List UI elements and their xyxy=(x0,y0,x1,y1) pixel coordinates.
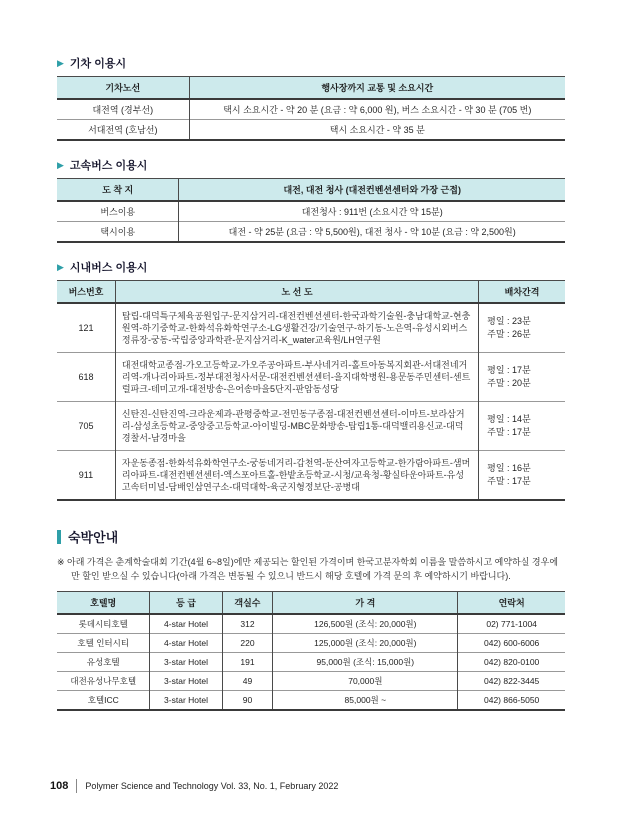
hotel-table xyxy=(57,591,565,711)
hotel-rooms-cell: 312 xyxy=(222,614,273,634)
city-bus-col-number-header: 버스번호 xyxy=(57,281,115,304)
interval-weekend: 주말 : 20분 xyxy=(487,378,531,388)
table-row xyxy=(57,402,565,451)
lodging-note: ※ 아래 가격은 춘계학술대회 기간(4월 6~8일)에만 제공되는 할인된 가격이며 한국고분자학회 이름을 말씀하시고 예약하실 경우에만 할인 받으실 수 있습니다(아래 가격은 변동될 수 있으니 반드시 해당 호텔에 가격 문의 후 예약하시기 바랍니다). xyxy=(57,557,559,581)
hotel-col-grade-header: 등 급 xyxy=(150,592,222,615)
table-row xyxy=(57,201,565,222)
hotel-phone-cell: 042) 822-3445 xyxy=(458,672,565,691)
hotel-rooms-cell: 90 xyxy=(222,691,273,711)
section-train-title: 기차 이용시 xyxy=(69,58,127,70)
section-city-bus xyxy=(57,259,565,501)
hotel-name-cell: 롯데시티호텔 xyxy=(57,614,150,634)
hotel-col-price-header: 가 격 xyxy=(273,592,458,615)
train-info-cell: 택시 소요시간 - 약 35 분 xyxy=(189,120,565,141)
section-lodging xyxy=(57,527,565,711)
table-row xyxy=(57,99,565,120)
interval-weekday: 평일 : 16분 xyxy=(487,463,531,473)
table-row xyxy=(57,672,565,691)
hotel-grade-cell: 3-star Hotel xyxy=(150,691,222,711)
hotel-rooms-cell: 49 xyxy=(222,672,273,691)
hotel-name-cell: 호텔ICC xyxy=(57,691,150,711)
hotel-phone-cell: 042) 600-6006 xyxy=(458,634,565,653)
hotel-col-rooms-header: 객실수 xyxy=(222,592,273,615)
hotel-col-name-header: 호텔명 xyxy=(57,592,150,615)
hotel-grade-cell: 3-star Hotel xyxy=(150,653,222,672)
hotel-grade-cell: 3-star Hotel xyxy=(150,672,222,691)
bus-interval-cell xyxy=(479,353,565,402)
hotel-rooms-cell: 191 xyxy=(222,653,273,672)
page-content xyxy=(57,0,565,711)
hotel-name-cell: 유성호텔 xyxy=(57,653,150,672)
page-footer xyxy=(50,779,338,793)
section-express-bus xyxy=(57,157,565,243)
triangle-bullet-icon: ▶ xyxy=(57,57,64,68)
bus-interval-cell xyxy=(479,402,565,451)
table-row xyxy=(57,691,565,711)
hotel-name-cell: 호텔 인터시티 xyxy=(57,634,150,653)
bus-route-cell: 탑립-대덕특구체육공원입구-문지삼거리-대전컨벤션센터-한국과학기술원-충남대학교-현충원역-하기중학교-한화석유화학연구소-LG생활건강/기술연구-하기동-노은역-유성시외버스정류장-궁동-국립중앙과학관-문지삼거리-K_water교육원/LH연구원 xyxy=(115,303,478,353)
journal-title: Polymer Science and Technology Vol. 33, No. 1, February 2022 xyxy=(85,781,339,791)
hotel-price-cell: 95,000원 (조식: 15,000원) xyxy=(273,653,458,672)
triangle-bullet-icon: ▶ xyxy=(57,261,64,272)
express-bus-mode-cell: 버스이용 xyxy=(57,201,179,222)
page-number: 108 xyxy=(50,780,69,792)
bus-route-cell: 자운동종점-한화석유화학연구소-궁동네거리-갑천역-둔산여자고등학교-한가람아파트-샘머리아파트-대전컨벤션센터-엑스포아트홀-한밭초등학교-시청/교육청-황실타운아파트-유성고속터미널-담배인삼연구소-대덕대학-육군지형정보단-공병대 xyxy=(115,451,478,501)
train-line-cell: 대전역 (경부선) xyxy=(57,99,189,120)
section-express-bus-heading xyxy=(57,157,565,173)
hotel-phone-cell: 042) 866-5050 xyxy=(458,691,565,711)
city-bus-col-interval-header: 배차간격 xyxy=(479,281,565,304)
train-col-info-header: 행사장까지 교통 및 소요시간 xyxy=(189,77,565,100)
hotel-price-cell: 125,000원 (조식: 20,000원) xyxy=(273,634,458,653)
table-row xyxy=(57,451,565,501)
hotel-col-phone-header: 연락처 xyxy=(458,592,565,615)
bus-route-cell: 대전대학교종점-가오고등학교-가오주공아파트-부사네거리-홀트아동복지회관-서대전네거리역-개나리아파트-정부대전청사서문-대전컨벤션센터-을지대학병원-용문동주민센터-센트럴파크-테미고개-대전방송-은어송마을5단지-판암동성당 xyxy=(115,353,478,402)
table-row xyxy=(57,634,565,653)
train-line-cell: 서대전역 (호남선) xyxy=(57,120,189,141)
express-bus-col-info-header: 대전, 대전 청사 (대전컨벤션센터와 가장 근접) xyxy=(179,179,565,202)
footer-divider xyxy=(76,779,77,793)
hotel-price-cell: 126,500원 (조식: 20,000원) xyxy=(273,614,458,634)
train-table-header-row xyxy=(57,77,565,100)
express-bus-info-cell: 대전 - 약 25분 (요금 : 약 5,500원), 대전 청사 - 약 10분 (요금 : 약 2,500원) xyxy=(179,222,565,243)
hotel-name-cell: 대전유성나무호텔 xyxy=(57,672,150,691)
section-lodging-title: 숙박안내 xyxy=(68,530,119,545)
section-express-bus-title: 고속버스 이용시 xyxy=(69,160,148,172)
express-bus-table xyxy=(57,178,565,243)
bus-route-cell: 신탄진-신탄진역-크라운제과-관평중학교-전민동구종점-대전컨벤션센터-이마트-보라삼거리-삼성초등학교-중앙중고등학교-아이빌딩-MBC문화방송-탑립1통-대덕밸리용신교-대덕경찰서-남경마을 xyxy=(115,402,478,451)
heading-bar-icon xyxy=(57,530,61,544)
table-row xyxy=(57,222,565,243)
bus-interval-cell xyxy=(479,303,565,353)
express-bus-col-dest-header: 도 착 지 xyxy=(57,179,179,202)
hotel-rooms-cell: 220 xyxy=(222,634,273,653)
city-bus-col-route-header: 노 선 도 xyxy=(115,281,478,304)
table-row xyxy=(57,303,565,353)
table-row xyxy=(57,353,565,402)
hotel-phone-cell: 02) 771-1004 xyxy=(458,614,565,634)
express-bus-mode-cell: 택시이용 xyxy=(57,222,179,243)
hotel-table-header-row xyxy=(57,592,565,615)
triangle-bullet-icon: ▶ xyxy=(57,159,64,170)
train-info-cell: 택시 소요시간 - 약 20 분 (요금 : 약 6,000 원), 버스 소요시간 - 약 30 분 (705 번) xyxy=(189,99,565,120)
table-row xyxy=(57,614,565,634)
table-row xyxy=(57,653,565,672)
bus-number-cell: 911 xyxy=(57,451,115,501)
interval-weekend: 주말 : 26분 xyxy=(487,329,531,339)
interval-weekend: 주말 : 17분 xyxy=(487,427,531,437)
hotel-price-cell: 70,000원 xyxy=(273,672,458,691)
bus-number-cell: 121 xyxy=(57,303,115,353)
interval-weekday: 평일 : 17분 xyxy=(487,365,531,375)
section-train-heading xyxy=(57,55,565,71)
train-table xyxy=(57,76,565,141)
section-city-bus-title: 시내버스 이용시 xyxy=(69,262,148,274)
interval-weekend: 주말 : 17분 xyxy=(487,476,531,486)
express-bus-table-header-row xyxy=(57,179,565,202)
city-bus-table xyxy=(57,280,565,501)
table-row xyxy=(57,120,565,141)
hotel-price-cell: 85,000원 ~ xyxy=(273,691,458,711)
section-city-bus-heading xyxy=(57,259,565,275)
city-bus-table-header-row xyxy=(57,281,565,304)
section-lodging-heading xyxy=(57,527,565,546)
train-col-line-header: 기차노선 xyxy=(57,77,189,100)
interval-weekday: 평일 : 23분 xyxy=(487,316,531,326)
bus-number-cell: 705 xyxy=(57,402,115,451)
hotel-phone-cell: 042) 820-0100 xyxy=(458,653,565,672)
section-train xyxy=(57,55,565,141)
hotel-grade-cell: 4-star Hotel xyxy=(150,614,222,634)
interval-weekday: 평일 : 14분 xyxy=(487,414,531,424)
bus-number-cell: 618 xyxy=(57,353,115,402)
bus-interval-cell xyxy=(479,451,565,501)
express-bus-info-cell: 대전청사 : 911번 (소요시간 약 15분) xyxy=(179,201,565,222)
hotel-grade-cell: 4-star Hotel xyxy=(150,634,222,653)
